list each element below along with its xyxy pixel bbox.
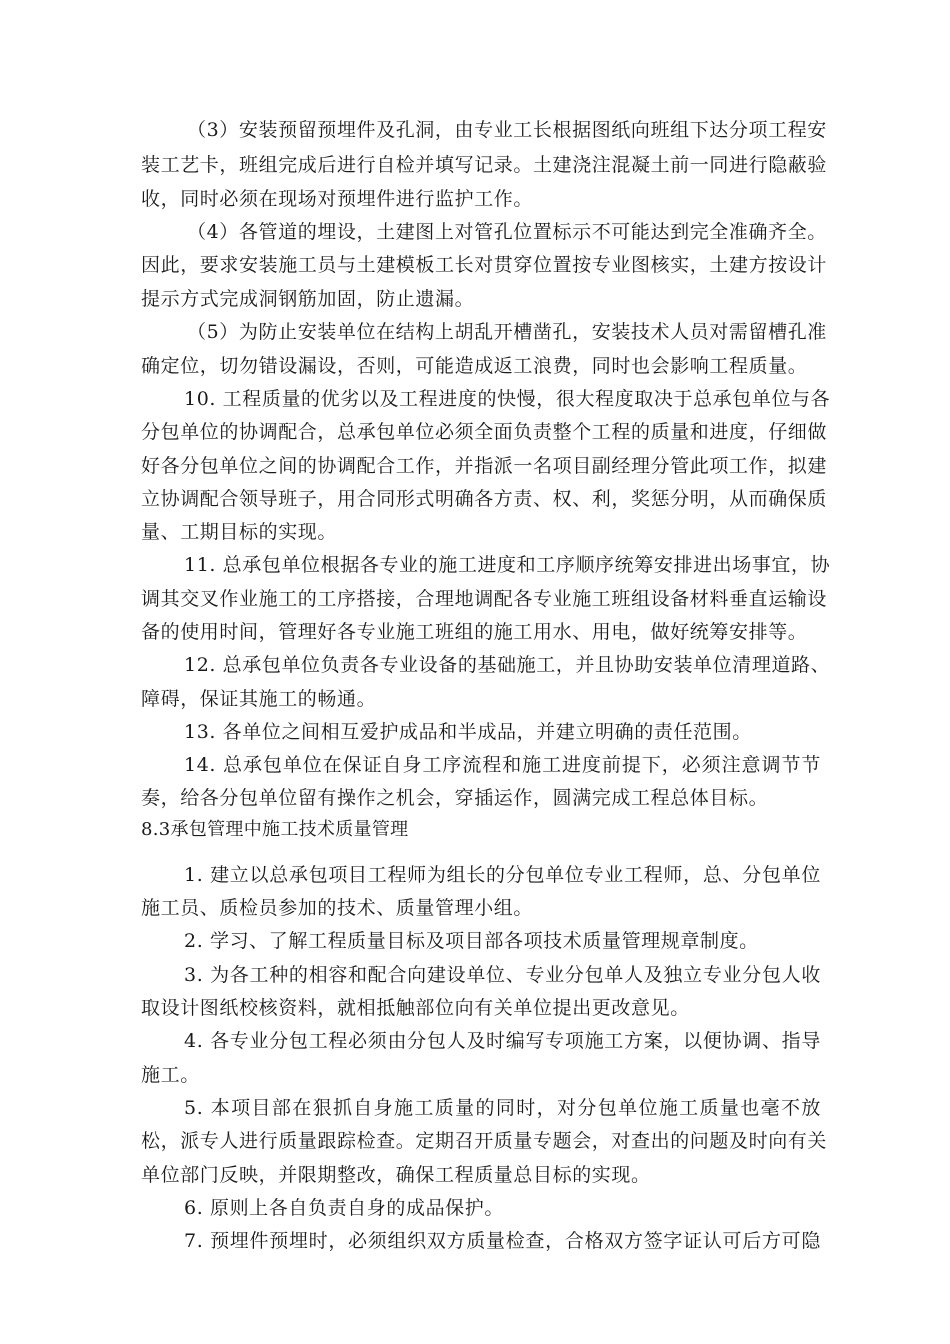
text-line: （3）安装预留预埋件及孔洞，由专业工长根据图纸向班组下达分项工程安	[187, 119, 827, 141]
text-line: 确定位，切勿错设漏设，否则，可能造成返工浪费，同时也会影响工程质量。	[141, 355, 808, 377]
text-line: 2. 学习、了解工程质量目标及项目部各项技术质量管理规章制度。	[184, 930, 759, 952]
text-line: 备的使用时间，管理好各专业施工班组的施工用水、用电，做好统筹安排等。	[141, 621, 808, 643]
section-heading: 8.3承包管理中施工技术质量管理	[141, 819, 409, 840]
text-line: 施工。	[141, 1064, 200, 1086]
text-line: 量、工期目标的实现。	[141, 521, 338, 543]
text-line: 施工员、质检员参加的技术、质量管理小组。	[141, 897, 534, 919]
text-line: 12. 总承包单位负责各专业设备的基础施工，并且协助安装单位清理道路、	[184, 654, 831, 676]
text-line: 取设计图纸校核资料，就相抵触部位向有关单位提出更改意见。	[141, 997, 690, 1019]
text-line: 6. 原则上各自负责自身的成品保护。	[184, 1197, 504, 1219]
text-line: 好各分包单位之间的协调配合工作，并指派一名项目副经理分管此项工作，拟建	[141, 455, 828, 477]
text-line: （4）各管道的埋设，土建图上对管孔位置标示不可能达到完全准确齐全。	[187, 221, 827, 243]
text-line: 障碍，保证其施工的畅通。	[141, 688, 377, 710]
text-line: 11. 总承包单位根据各专业的施工进度和工序顺序统筹安排进出场事宜，协	[184, 554, 831, 576]
text-line: 装工艺卡，班组完成后进行自检并填写记录。土建浇注混凝土前一同进行隐蔽验	[141, 154, 828, 176]
text-line: 7. 预埋件预埋时，必须组织双方质量检查，合格双方签字证认可后方可隐	[184, 1230, 821, 1252]
text-line: 松，派专人进行质量跟踪检查。定期召开质量专题会，对查出的问题及时向有关	[141, 1130, 828, 1152]
text-line: 14. 总承包单位在保证自身工序流程和施工进度前提下，必须注意调节节	[184, 754, 821, 776]
text-line: 提示方式完成洞钢筋加固，防止遗漏。	[141, 288, 475, 310]
text-line: 奏，给各分包单位留有操作之机会，穿插运作，圆满完成工程总体目标。	[141, 787, 769, 809]
text-line: 因此，要求安装施工员与土建模板工长对贯穿位置按专业图核实，土建方按设计	[141, 254, 828, 276]
text-line: 分包单位的协调配合，总承包单位必须全面负责整个工程的质量和进度，仔细做	[141, 421, 828, 443]
text-line: 立协调配合领导班子，用合同形式明确各方责、权、利，奖惩分明，从而确保质	[141, 488, 828, 510]
text-line: 调其交叉作业施工的工序搭接，合理地调配各专业施工班组设备材料垂直运输设	[141, 588, 828, 610]
text-line: 13. 各单位之间相互爱护成品和半成品，并建立明确的责任范围。	[184, 721, 752, 743]
text-line: 5. 本项目部在狠抓自身施工质量的同时，对分包单位施工质量也毫不放	[184, 1097, 821, 1119]
text-line: 4. 各专业分包工程必须由分包人及时编写专项施工方案，以便协调、指导	[184, 1030, 821, 1052]
text-line: 3. 为各工种的相容和配合向建设单位、专业分包单人及独立专业分包人收	[184, 964, 821, 986]
text-line: 1. 建立以总承包项目工程师为组长的分包单位专业工程师，总、分包单位	[184, 864, 821, 886]
text-line: 收，同时必须在现场对预埋件进行监护工作。	[141, 188, 534, 210]
text-line: 单位部门反映，并限期整改，确保工程质量总目标的实现。	[141, 1164, 651, 1186]
text-line: （5）为防止安装单位在结构上胡乱开槽凿孔，安装技术人员对需留槽孔准	[187, 321, 827, 343]
text-line: 10. 工程质量的优劣以及工程进度的快慢，很大程度取决于总承包单位与各	[184, 388, 831, 410]
